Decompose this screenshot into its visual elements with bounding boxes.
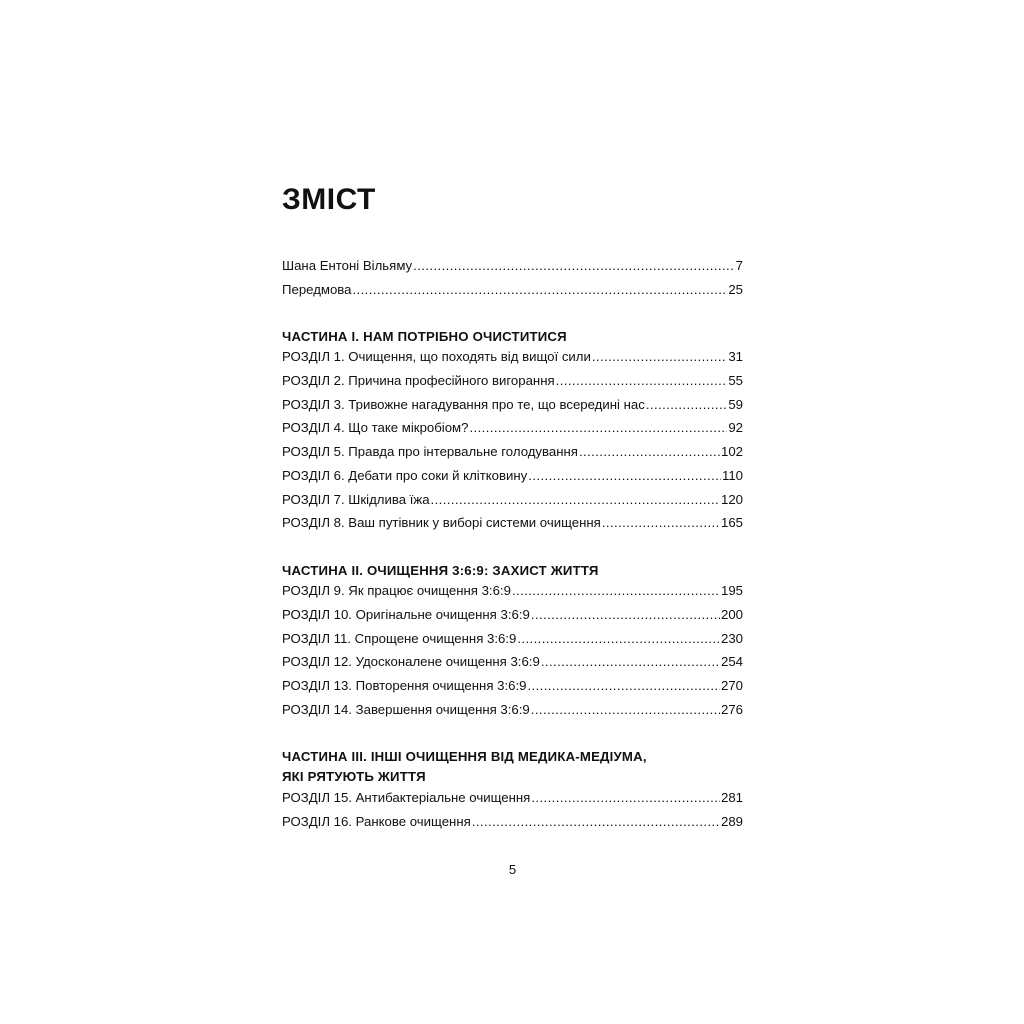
dot-leader bbox=[517, 630, 720, 648]
dot-leader bbox=[592, 348, 727, 366]
dot-leader bbox=[527, 677, 720, 695]
toc-entry-label: РОЗДІЛ 4. Що таке мікробіом? bbox=[282, 420, 469, 435]
toc-entry[interactable] bbox=[282, 606, 743, 624]
page-title: ЗМІСТ bbox=[282, 183, 376, 216]
toc-entry-page: 165 bbox=[720, 515, 743, 530]
toc-entry-label: РОЗДІЛ 1. Очищення, що походять від вищої сили bbox=[282, 349, 591, 364]
toc-entry-label: РОЗДІЛ 16. Ранкове очищення bbox=[282, 814, 471, 829]
toc-entry-label: РОЗДІЛ 11. Спрощене очищення 3:6:9 bbox=[282, 631, 517, 646]
toc-entry-label: Передмова bbox=[282, 282, 352, 297]
toc-entry[interactable] bbox=[282, 491, 743, 509]
toc-entry-label: РОЗДІЛ 8. Ваш путівник у виборі системи очищення bbox=[282, 515, 601, 530]
toc-entry[interactable] bbox=[282, 653, 743, 671]
toc-entry-page: 31 bbox=[728, 349, 743, 364]
dot-leader bbox=[556, 372, 728, 390]
dot-leader bbox=[352, 281, 727, 299]
toc-entry-page: 270 bbox=[720, 678, 743, 693]
toc-entry-label: РОЗДІЛ 12. Удосконалене очищення 3:6:9 bbox=[282, 654, 540, 669]
dot-leader bbox=[528, 467, 721, 485]
dot-leader bbox=[579, 443, 720, 461]
toc-entry-page: 59 bbox=[728, 397, 743, 412]
toc-entry-page: 276 bbox=[720, 702, 743, 717]
dot-leader bbox=[541, 653, 720, 671]
dot-leader bbox=[472, 813, 720, 831]
toc-entry-page: 102 bbox=[720, 444, 743, 459]
toc-entry-label: РОЗДІЛ 2. Причина професійного вигорання bbox=[282, 373, 555, 388]
toc-entry-page: 281 bbox=[720, 790, 743, 805]
toc-entry[interactable] bbox=[282, 514, 743, 532]
toc-entry[interactable] bbox=[282, 582, 743, 600]
toc-entry[interactable] bbox=[282, 630, 743, 648]
toc-entry-page: 289 bbox=[720, 814, 743, 829]
toc-entry[interactable] bbox=[282, 257, 743, 275]
toc-entry-label: РОЗДІЛ 3. Тривожне нагадування про те, що всередині нас bbox=[282, 397, 645, 412]
toc-entry-label: РОЗДІЛ 15. Антибактеріальне очищення bbox=[282, 790, 531, 805]
dot-leader bbox=[531, 606, 720, 624]
toc-entry[interactable] bbox=[282, 467, 743, 485]
toc-entry-page: 230 bbox=[720, 631, 743, 646]
dot-leader bbox=[531, 789, 720, 807]
toc-entry[interactable] bbox=[282, 419, 743, 437]
dot-leader bbox=[531, 701, 720, 719]
toc-entry-page: 120 bbox=[720, 492, 743, 507]
dot-leader bbox=[602, 514, 720, 532]
toc-entry-page: 200 bbox=[720, 607, 743, 622]
toc-entry-page: 195 bbox=[720, 583, 743, 598]
dot-leader bbox=[469, 419, 727, 437]
dot-leader bbox=[431, 491, 720, 509]
toc-entry-label: РОЗДІЛ 7. Шкідлива їжа bbox=[282, 492, 430, 507]
toc-entry[interactable] bbox=[282, 396, 743, 414]
toc-entry-label: Шана Ентоні Вільяму bbox=[282, 258, 413, 273]
part-heading-continuation: ЯКІ РЯТУЮТЬ ЖИТТЯ bbox=[282, 769, 426, 784]
toc-entry[interactable] bbox=[282, 813, 743, 831]
toc-entry[interactable] bbox=[282, 789, 743, 807]
part-heading: ЧАСТИНА III. ІНШІ ОЧИЩЕННЯ ВІД МЕДИКА-МЕДІУМА, bbox=[282, 749, 647, 764]
toc-entry-label: РОЗДІЛ 5. Правда про інтервальне голодування bbox=[282, 444, 578, 459]
toc-entry-page: 55 bbox=[728, 373, 743, 388]
part-heading: ЧАСТИНА I. НАМ ПОТРІБНО ОЧИСТИТИСЯ bbox=[282, 329, 567, 344]
toc-entry-page: 110 bbox=[721, 468, 743, 483]
toc-entry-label: РОЗДІЛ 10. Оригінальне очищення 3:6:9 bbox=[282, 607, 530, 622]
toc-entry-label: РОЗДІЛ 6. Дебати про соки й клітковину bbox=[282, 468, 528, 483]
page-number: 5 bbox=[508, 862, 517, 877]
part-heading: ЧАСТИНА II. ОЧИЩЕННЯ 3:6:9: ЗАХИСТ ЖИТТЯ bbox=[282, 563, 599, 578]
toc-entry-page: 25 bbox=[728, 282, 743, 297]
toc-entry[interactable] bbox=[282, 372, 743, 390]
dot-leader bbox=[512, 582, 720, 600]
toc-entry-label: РОЗДІЛ 9. Як працює очищення 3:6:9 bbox=[282, 583, 511, 598]
toc-entry[interactable] bbox=[282, 443, 743, 461]
toc-entry-page: 92 bbox=[728, 420, 743, 435]
toc-entry-page: 254 bbox=[720, 654, 743, 669]
dot-leader bbox=[646, 396, 728, 414]
toc-entry[interactable] bbox=[282, 281, 743, 299]
toc-entry[interactable] bbox=[282, 677, 743, 695]
toc-entry[interactable] bbox=[282, 348, 743, 366]
toc-entry-label: РОЗДІЛ 13. Повторення очищення 3:6:9 bbox=[282, 678, 527, 693]
toc-entry[interactable] bbox=[282, 701, 743, 719]
dot-leader bbox=[413, 257, 735, 275]
toc-entry-page: 7 bbox=[735, 258, 743, 273]
toc-entry-label: РОЗДІЛ 14. Завершення очищення 3:6:9 bbox=[282, 702, 530, 717]
